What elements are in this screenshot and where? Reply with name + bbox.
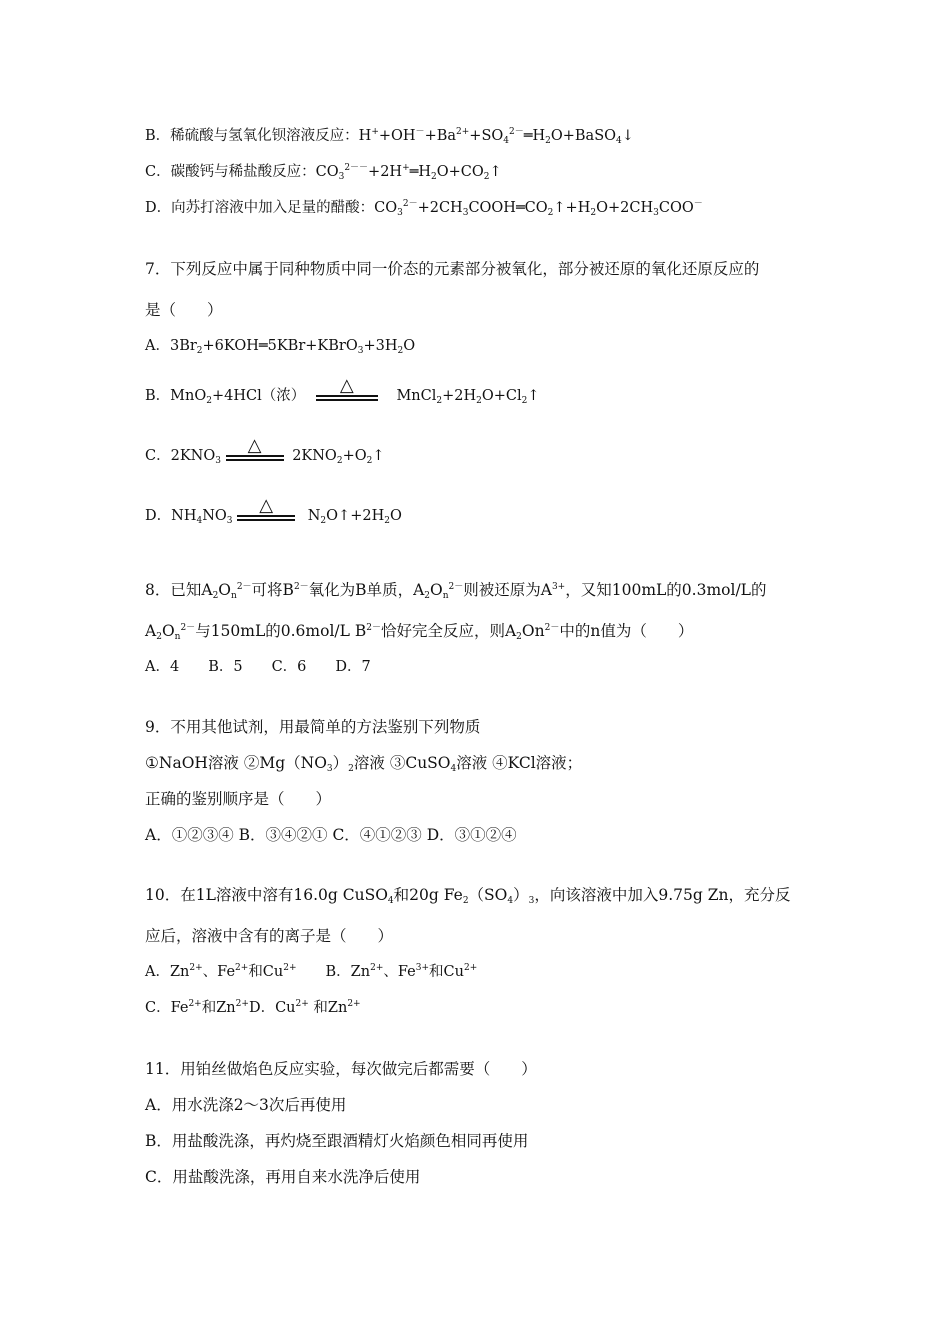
heating-equals-sign: △	[237, 497, 295, 521]
heating-equals-sign: △	[316, 377, 378, 401]
heating-equals-sign: △	[226, 437, 284, 461]
q10-stem-line2: 应后，溶液中含有的离子是（ ）	[145, 927, 394, 945]
q8-stem-line1: 8．已知$A_2O_n^{2-}$可将$B^{2-}$氧化为B单质，$A_2O_n^{2-}$则被还原为$A^{3+}$，又知100mL的0.3mol/L的	[145, 581, 767, 601]
q8-options: A．4 B．5 C．6 D．7	[145, 659, 371, 675]
q9-substances: ①NaOH溶液 $②Mg(NO_3)_2$溶液 ③CuSO$_4$溶液 ④KCl溶液；	[145, 754, 583, 774]
q9-stem: 9．不用其他试剂，用最简单的方法鉴别下列物质	[145, 718, 481, 736]
q7-option-b: B．MnO$_2$+4HCl（浓） △ $MnCl_2+2H_2O+Cl_2↑$	[145, 375, 540, 406]
q10-options-cd: C．$Fe^{2+}$和$Zn^{2+}D$．$Cu^{2+}$ 和$Zn^{2+}$	[145, 999, 361, 1016]
q7-stem-line1: 7．下列反应中属于同种物质中同一价态的元素部分被氧化，部分被还原的氧化还原反应的	[145, 260, 760, 278]
q8-stem-line2: $A_2O_n^{2-}$与150mL的0.6mol/L $B^{2-}$恰好完全反应，则$A_2On^{2-}$中的n值为（ ）	[145, 622, 694, 642]
q9-options: A．①②③④ B．③④②① C．④①②③ D．③①②④	[145, 826, 517, 844]
q11-stem: 11．用铂丝做焰色反应实验，每次做完后都需要（ ）	[145, 1060, 537, 1078]
q10-stem-line1: 10．在1L溶液中溶有16.0g CuSO$_4$和20g $Fe_2(SO_4)_3$，向该溶液中加入9.75g Zn，充分反	[145, 886, 791, 906]
q11-option-b: B．用盐酸洗涤，再灼烧至跟酒精灯火焰颜色相同再使用	[145, 1132, 529, 1150]
q7-option-a: A．$3Br_2+6KOH═5KBr+KBrO_3+3H_2O$	[145, 338, 416, 356]
q7-stem-line2: 是（ ）	[145, 301, 223, 319]
q6-option-d: D．向苏打溶液中加入足量的醋酸：$CO_3^{2-}+2CH_3COOH═CO_2↑+H_2O+2CH_3COO^-$	[145, 199, 703, 218]
q9-stem-line3: 正确的鉴别顺序是（ ）	[145, 790, 332, 808]
q7-option-c: C．$2KNO_3$ △ $2KNO_2+O_2↑$	[145, 435, 385, 466]
q6-option-c: C．碳酸钙与稀盐酸反应：$CO_3^{2--}+2H^+═H_2O+CO_2↑$	[145, 163, 502, 182]
q11-option-a: A．用水洗涤2～3次后再使用	[145, 1096, 347, 1114]
q6-option-b: B．稀硫酸与氢氧化钡溶液反应：$H^++OH^-+Ba^{2+}+SO_4^{2-}═H_2O+BaSO_4↓$	[145, 127, 634, 146]
q10-options-ab: A．$Zn^{2+}$、$Fe^{2+}$和$Cu^{2+}$ B．$Zn^{2+}$、$Fe^{3+}$和$Cu^{2+}$	[145, 963, 478, 980]
q11-option-c: C．用盐酸洗涤，再用自来水洗净后使用	[145, 1168, 421, 1186]
q7-option-d: D．$NH_4NO_3$ △ $N_2O↑+2H_2O$	[145, 495, 402, 526]
